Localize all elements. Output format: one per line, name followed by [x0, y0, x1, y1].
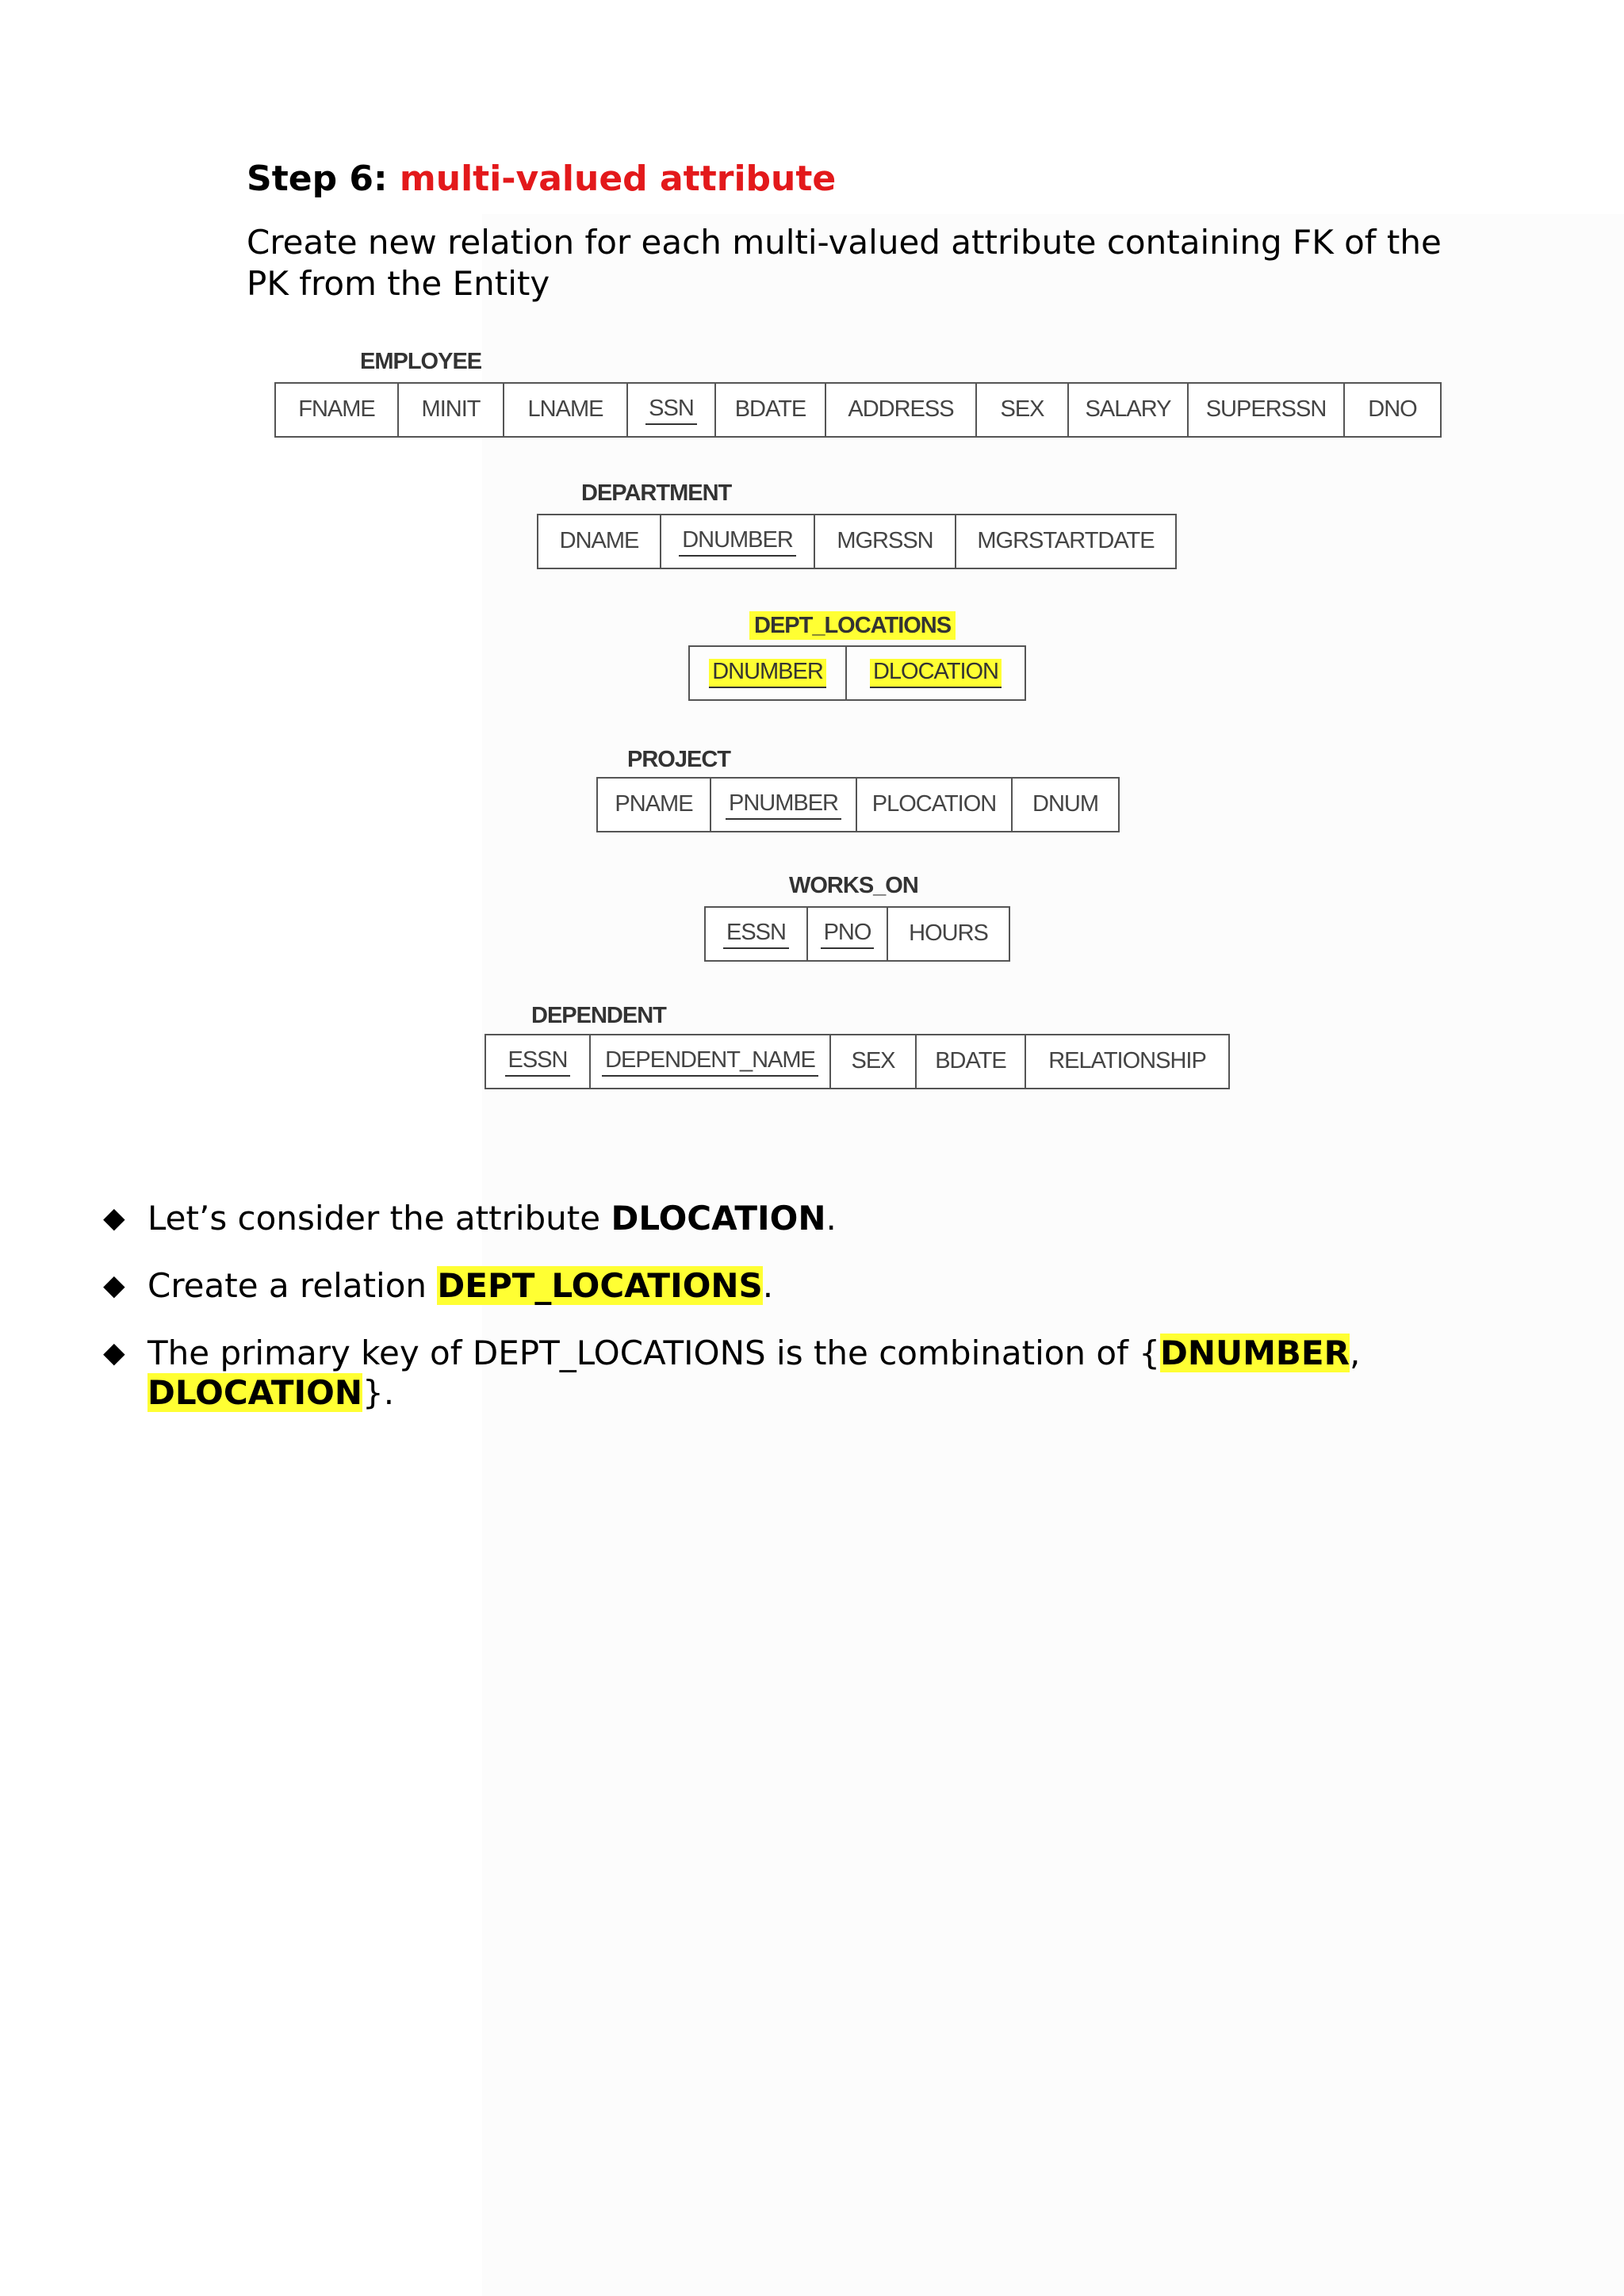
- dept-locations-title: DEPT_LOCATIONS: [749, 611, 956, 640]
- employee-attr: BDATE: [716, 384, 826, 436]
- bullet-item: ◆ Let’s consider the attribute DLOCATION.: [103, 1199, 837, 1238]
- dependent-attr: SEX: [831, 1035, 917, 1088]
- dept-locations-table: [688, 645, 1026, 701]
- intro-text: Create new relation for each multi-valued attribute containing FK of the PK from the Entity: [247, 223, 1442, 303]
- step-heading: [247, 157, 836, 201]
- employee-attr-pk: SSN: [628, 384, 716, 436]
- dept-locations-attr-pk: DLOCATION: [847, 647, 1025, 699]
- diamond-bullet-icon: ◆: [103, 1337, 125, 1369]
- project-title: PROJECT: [627, 747, 730, 772]
- department-table: [537, 514, 1177, 569]
- department-title: DEPARTMENT: [581, 480, 732, 506]
- dependent-title: DEPENDENT: [531, 1003, 666, 1028]
- project-attr: DNUM: [1032, 790, 1098, 817]
- employee-attr: FNAME: [276, 384, 399, 436]
- department-attr: MGRSTARTDATE: [977, 527, 1155, 553]
- bullet-item: ◆ The primary key of DEPT_LOCATIONS is the combination of {DNUMBER, DLOCATION}.: [103, 1334, 1361, 1412]
- project-attr-pk: PNUMBER: [711, 779, 857, 831]
- works-on-title: WORKS_ON: [789, 873, 918, 898]
- department-attr-pk: DNUMBER: [661, 515, 815, 568]
- department-attr: MGRSSN: [815, 515, 956, 568]
- project-attr: PLOCATION: [857, 779, 1013, 831]
- employee-title: EMPLOYEE: [360, 349, 482, 374]
- dependent-attr-pk: ESSN: [486, 1035, 591, 1088]
- employee-attr: LNAME: [504, 384, 628, 436]
- diamond-bullet-icon: ◆: [103, 1269, 125, 1302]
- bullet-item: ◆ Create a relation DEPT_LOCATIONS.: [103, 1266, 774, 1305]
- project-table: [596, 777, 1120, 832]
- department-attr: DNAME: [538, 515, 661, 568]
- works-on-attr: HOURS: [909, 920, 988, 946]
- diamond-bullet-icon: ◆: [103, 1202, 125, 1234]
- works-on-table: [704, 906, 1010, 962]
- step-title: multi-valued attribute: [399, 159, 837, 199]
- employee-attr: SUPERSSN: [1189, 384, 1345, 436]
- works-on-attr-pk: PNO: [808, 908, 888, 960]
- dependent-table: [485, 1034, 1230, 1089]
- employee-attr: SALARY: [1069, 384, 1189, 436]
- works-on-attr-pk: ESSN: [706, 908, 808, 960]
- step-label: Step 6:: [247, 159, 388, 199]
- dependent-attr: BDATE: [917, 1035, 1026, 1088]
- project-attr: PNAME: [598, 779, 711, 831]
- dependent-attr: RELATIONSHIP: [1048, 1047, 1206, 1073]
- employee-attr: ADDRESS: [826, 384, 977, 436]
- bullet-list: [103, 1199, 1530, 1441]
- employee-attr: DNO: [1368, 396, 1417, 422]
- dependent-attr-pk: DEPENDENT_NAME: [591, 1035, 831, 1088]
- dept-locations-attr-pk: DNUMBER: [690, 647, 847, 699]
- employee-table: [274, 382, 1442, 438]
- employee-attr: MINIT: [399, 384, 504, 436]
- employee-attr: SEX: [977, 384, 1069, 436]
